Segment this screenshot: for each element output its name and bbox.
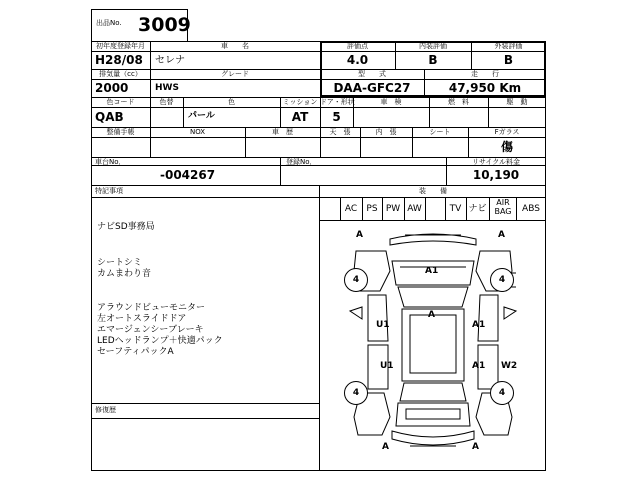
score-value: 4.0 bbox=[346, 53, 369, 67]
damage-roof: A bbox=[428, 310, 435, 320]
registration-number-label: 登録No． bbox=[286, 158, 317, 166]
remarks-line: 左オートスライドドア bbox=[97, 314, 187, 324]
equipment-aw: AW bbox=[407, 204, 422, 214]
damage-hood: A1 bbox=[425, 266, 439, 276]
windshield-value: 傷 bbox=[500, 140, 513, 154]
damage-right-front-door: A1 bbox=[472, 320, 486, 330]
mileage-value: 47,950 Km bbox=[448, 81, 522, 95]
lot-number-label: 出品No. bbox=[96, 19, 122, 27]
remarks-label: 特記事項 bbox=[95, 187, 123, 195]
headliner-label: 天 張 bbox=[329, 128, 351, 136]
chassis-number-label: 車台No． bbox=[95, 158, 126, 166]
remarks-line: アラウンドビューモニター bbox=[97, 303, 206, 313]
interior-trim-label: 内 張 bbox=[375, 128, 397, 136]
displacement-label: 排気量（cc） bbox=[99, 70, 142, 78]
remarks-line: エマージェンシーブレーキ bbox=[97, 325, 204, 335]
damage-left-front-door: U1 bbox=[376, 320, 390, 330]
equipment-ac: AC bbox=[344, 204, 358, 214]
vehicle-body-diagram bbox=[320, 221, 546, 470]
model-label: 型 式 bbox=[358, 70, 386, 78]
damage-right-rear-door: A1 bbox=[472, 361, 486, 371]
damage-front-left: A bbox=[356, 230, 363, 240]
damage-left-rear-door: U1 bbox=[380, 361, 394, 371]
recycle-fee-value: 10,190 bbox=[472, 168, 520, 182]
color-code-label: 色コード bbox=[106, 98, 135, 106]
doors-label: ドア・形状 bbox=[320, 98, 355, 106]
displacement-value: 2000 bbox=[95, 81, 129, 95]
lot-number: 3009 bbox=[138, 14, 191, 36]
remarks-line: LEDヘッドランプ＋快適パック bbox=[97, 336, 223, 346]
inspection-label: 車 検 bbox=[380, 98, 402, 106]
color-value: パール bbox=[188, 111, 215, 121]
drive-label: 駆 動 bbox=[506, 98, 528, 106]
mileage-label: 走 行 bbox=[471, 70, 499, 78]
interior-grade-label: 内装評価 bbox=[419, 42, 447, 50]
remarks-line: セーフティパックA bbox=[97, 347, 174, 357]
exterior-grade-value: B bbox=[503, 53, 514, 67]
car-name-label: 車 名 bbox=[221, 42, 249, 50]
repair-history-label: 修復歴 bbox=[95, 406, 116, 414]
score-label: 評価点 bbox=[347, 42, 368, 50]
chassis-number-value: -004267 bbox=[160, 168, 216, 182]
recycle-fee-label: リサイクル料金 bbox=[471, 158, 521, 166]
equipment-abs: ABS bbox=[522, 204, 540, 214]
nox-label: NOX bbox=[189, 128, 206, 136]
tire-front-left-tread: 4 bbox=[344, 268, 368, 292]
exterior-grade-label: 外装評価 bbox=[494, 42, 523, 50]
equipment-ps: PS bbox=[366, 204, 378, 214]
fuel-label: 燃 料 bbox=[448, 98, 469, 106]
doors-value: 5 bbox=[332, 110, 341, 124]
damage-rear-right: A bbox=[472, 442, 479, 452]
equipment-navi: ナビ bbox=[468, 204, 487, 214]
remarks-line: ナビSD事務局 bbox=[97, 222, 155, 232]
vehicle-history-label: 車 歴 bbox=[272, 128, 293, 136]
transmission-label: ミッション bbox=[282, 98, 318, 106]
color-label: 色 bbox=[228, 98, 235, 106]
first-registration-label: 初年度登録年月 bbox=[96, 42, 145, 50]
transmission-value: AT bbox=[291, 110, 309, 124]
equipment-tv: TV bbox=[449, 204, 462, 214]
interior-grade-value: B bbox=[428, 53, 438, 67]
damage-front-right: A bbox=[498, 230, 505, 240]
windshield-label: Fガラス bbox=[494, 128, 520, 136]
grade-label: グレード bbox=[221, 70, 249, 78]
car-name-value: セレナ bbox=[155, 55, 185, 66]
remarks-line: カムまわり音 bbox=[97, 269, 152, 279]
tire-rear-right-tread: 4 bbox=[490, 381, 514, 405]
grade-value: HWS bbox=[155, 83, 179, 93]
color-code-value: QAB bbox=[95, 110, 124, 124]
seat-label: シート bbox=[429, 128, 451, 136]
model-value: DAA-GFC27 bbox=[333, 81, 411, 95]
remarks-line: シートシミ bbox=[97, 258, 143, 268]
color-change-label: 色替 bbox=[159, 98, 174, 106]
damage-right-rear-panel: W2 bbox=[501, 361, 518, 371]
damage-rear-left: A bbox=[382, 442, 389, 452]
equipment-label: 装 備 bbox=[419, 187, 447, 195]
equipment-pw: PW bbox=[385, 204, 401, 214]
first-registration-value: H28/08 bbox=[95, 53, 143, 67]
tire-rear-left-tread: 4 bbox=[344, 381, 368, 405]
maintenance-book-label: 整備手帳 bbox=[106, 128, 135, 136]
tire-front-right-tread: 4 bbox=[490, 268, 514, 292]
equipment-airbag: AIR BAG bbox=[494, 198, 512, 216]
